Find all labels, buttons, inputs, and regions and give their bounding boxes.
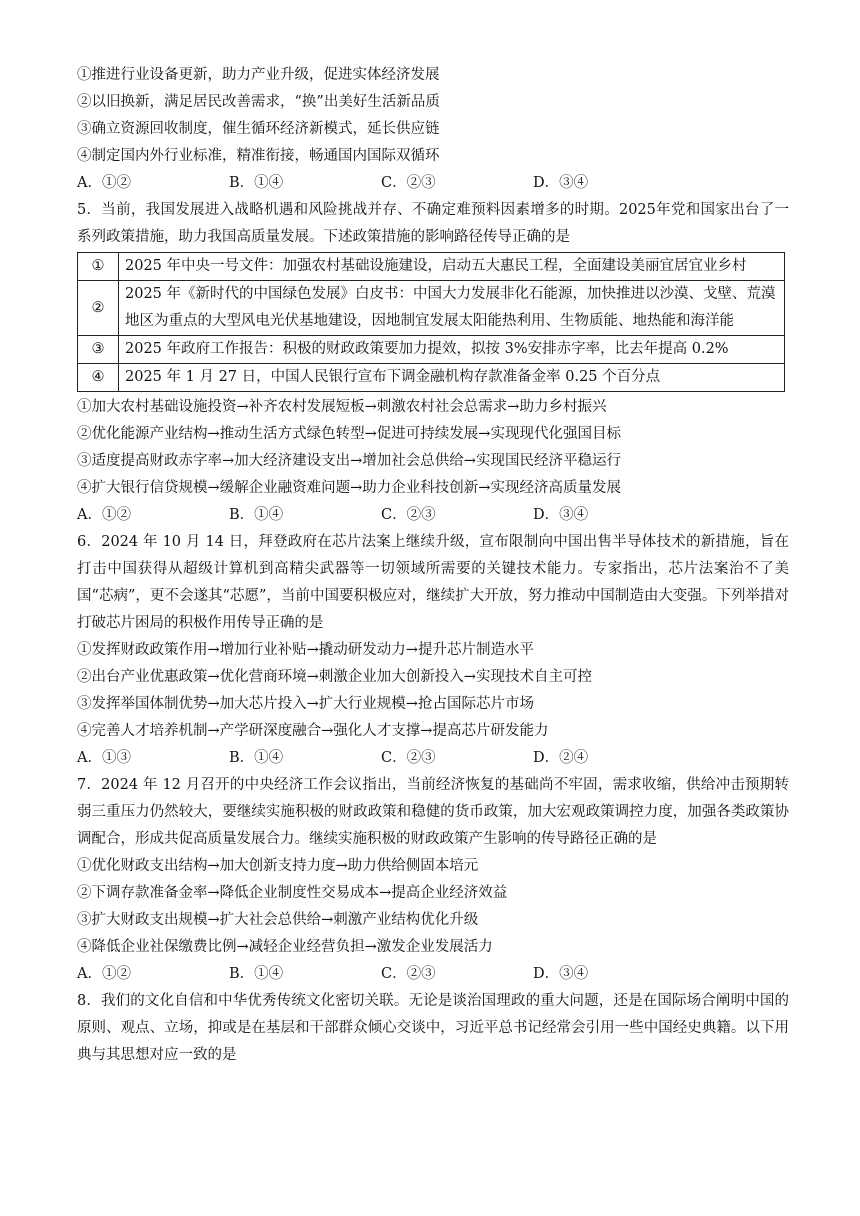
exam-page <box>77 62 789 1069</box>
q6-items <box>77 637 789 745</box>
q5-item-2: ②优化能源产业结构→推动生活方式绿色转型→促进可持续发展→实现现代化强国目标 <box>77 426 621 442</box>
q6-options <box>77 745 789 772</box>
q4-option-c[interactable]: C．②③ <box>381 175 436 191</box>
q7-item-1: ①优化财政支出结构→加大创新支持力度→助力供给侧固本培元 <box>77 858 479 874</box>
q7-option-d[interactable]: D．③④ <box>533 966 589 982</box>
table-cell-num: ③ <box>78 336 119 364</box>
table-cell-num: ④ <box>78 364 119 392</box>
table-row <box>78 281 785 336</box>
q7-option-a[interactable]: A．①② <box>77 966 131 982</box>
q7-option-c[interactable]: C．②③ <box>381 966 436 982</box>
table-cell-num: ① <box>78 253 119 281</box>
q6-item-1: ①发挥财政政策作用→增加行业补贴→撬动研发动力→提升芯片制造水平 <box>77 642 534 658</box>
q6-option-d[interactable]: D．②④ <box>533 750 589 766</box>
table-row <box>78 253 785 281</box>
q5-option-b[interactable]: B．①④ <box>229 507 284 523</box>
q4-option-d[interactable]: D．③④ <box>533 175 589 191</box>
table-row <box>78 336 785 364</box>
q5-options <box>77 502 789 529</box>
q7-option-b[interactable]: B．①④ <box>229 966 284 982</box>
q4-option-a[interactable]: A．①② <box>77 175 131 191</box>
q4-items <box>77 62 789 170</box>
q5-items <box>77 394 789 502</box>
q7-items <box>77 853 789 961</box>
q7-item-4: ④降低企业社保缴费比例→减轻企业经营负担→激发企业发展活力 <box>77 939 493 955</box>
q7-options <box>77 961 789 988</box>
q4-item-1: ①推进行业设备更新，助力产业升级，促进实体经济发展 <box>77 67 440 83</box>
q5-option-a[interactable]: A．①② <box>77 507 131 523</box>
q5-item-3: ③适度提高财政赤字率→加大经济建设支出→增加社会总供给→实现国民经济平稳运行 <box>77 453 621 469</box>
q7-item-3: ③扩大财政支出规模→扩大社会总供给→刺激产业结构优化升级 <box>77 912 479 928</box>
q6-item-3: ③发挥举国体制优势→加大芯片投入→扩大行业规模→抢占国际芯片市场 <box>77 696 534 712</box>
q4-item-2: ②以旧换新，满足居民改善需求，“换”出美好生活新品质 <box>77 94 440 110</box>
q7-item-2: ②下调存款准备金率→降低企业制度性交易成本→提高企业经济效益 <box>77 885 508 901</box>
q6-option-b[interactable]: B．①④ <box>229 750 284 766</box>
q4-option-b[interactable]: B．①④ <box>229 175 284 191</box>
table-cell-text: 2025 年政府工作报告：积极的财政政策要加力提效，拟按 3%安排赤字率，比去年提高 0.2% <box>119 336 785 364</box>
q5-policy-table <box>77 252 785 392</box>
table-cell-text: 2025 年 1 月 27 日，中国人民银行宣布下调金融机构存款准备金率 0.25 个百分点 <box>119 364 785 392</box>
table-cell-num: ② <box>78 281 119 336</box>
q5-item-4: ④扩大银行信贷规模→缓解企业融资难问题→助力企业科技创新→实现经济高质量发展 <box>77 480 621 496</box>
table-row <box>78 364 785 392</box>
q6-item-4: ④完善人才培养机制→产学研深度融合→强化人才支撑→提高芯片研发能力 <box>77 723 549 739</box>
q4-options <box>77 170 789 197</box>
table-cell-text: 2025 年中央一号文件：加强农村基础设施建设，启动五大惠民工程，全面建设美丽宜居宜业乡村 <box>119 253 785 281</box>
q5-item-1: ①加大农村基础设施投资→补齐农村发展短板→刺激农村社会总需求→助力乡村振兴 <box>77 399 607 415</box>
q7-stem: 7．2024 年 12 月召开的中央经济工作会议指出，当前经济恢复的基础尚不牢固，需求收缩，供给冲击预期转弱三重压力仍然较大，要继续实施积极的财政政策和稳健的货币政策，加大宏观政策调控力度，加强各类政策协调配合，形成共促高质量发展合力。继续实施积极的财政政策产生影响的传导路径正确的是 <box>77 777 789 847</box>
q4-item-3: ③确立资源回收制度，催生循环经济新模式，延长供应链 <box>77 121 440 137</box>
q4-item-4: ④制定国内外行业标准，精准衔接，畅通国内国际双循环 <box>77 148 440 164</box>
q5-stem: 5．当前，我国发展进入战略机遇和风险挑战并存、不确定难预料因素增多的时期。2025年党和国家出台了一系列政策措施，助力我国高质量发展。下述政策措施的影响路径传导正确的是 <box>77 202 789 245</box>
q6-option-a[interactable]: A．①③ <box>77 750 131 766</box>
table-cell-text: 2025 年《新时代的中国绿色发展》白皮书：中国大力发展非化石能源，加快推进以沙漠、戈壁、荒漠地区为重点的大型风电光伏基地建设，因地制宜发展太阳能热利用、生物质能、地热能和海洋能 <box>119 281 785 336</box>
q5-option-d[interactable]: D．③④ <box>533 507 589 523</box>
q6-option-c[interactable]: C．②③ <box>381 750 436 766</box>
q8-stem: 8．我们的文化自信和中华优秀传统文化密切关联。无论是谈治国理政的重大问题，还是在国际场合阐明中国的原则、观点、立场，抑或是在基层和干部群众倾心交谈中，习近平总书记经常会引用一些中国经史典籍。以下用典与其思想对应一致的是 <box>77 993 789 1063</box>
q5-option-c[interactable]: C．②③ <box>381 507 436 523</box>
q6-item-2: ②出台产业优惠政策→优化营商环境→刺激企业加大创新投入→实现技术自主可控 <box>77 669 592 685</box>
q6-stem: 6．2024 年 10 月 14 日，拜登政府在芯片法案上继续升级，宣布限制向中国出售半导体技术的新措施，旨在打击中国获得从超级计算机到高精尖武器等一切领域所需要的关键技术能力。专家指出，芯片法案治不了美国“芯病”，更不会遂其“芯愿”，当前中国要积极应对，继续扩大开放，努力推动中国制造由大变强。下列举措对打破芯片困局的积极作用传导正确的是 <box>77 534 789 631</box>
